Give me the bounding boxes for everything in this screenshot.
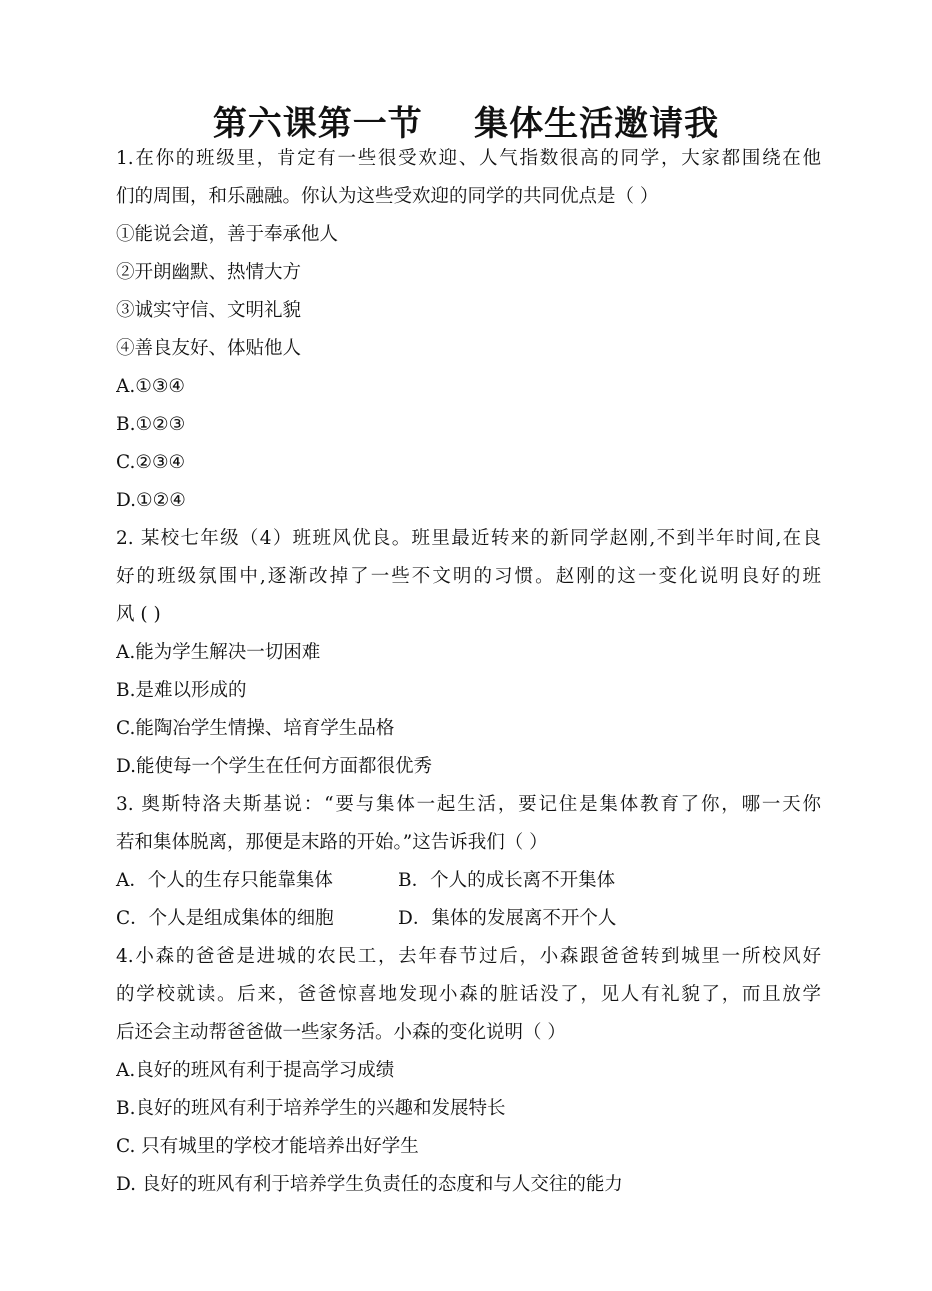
question-stem-line: 2. 某校七年级（4）班班风优良。班里最近转来的新同学赵刚,不到半年时间,在良 [116,528,821,549]
answer-option: A.能为学生解决一切困难 [116,642,321,663]
question-stem-line: 好的班级氛围中,逐渐改掉了一些不文明的习惯。赵刚的这一变化说明良好的班 [116,566,821,587]
question-stem-line: 后还会主动帮爸爸做一些家务活。小森的变化说明（ ） [116,1022,566,1043]
answer-option: B.①②③ [116,414,186,435]
answer-option: C.能陶冶学生情操、培育学生品格 [116,718,395,739]
answer-option: A．个人的生存只能靠集体 [116,870,333,891]
page-title: 第六课第一节 集体生活邀请我 [212,104,720,144]
question-list [116,140,821,1204]
question-stem-line: 风 ( ) [116,604,161,625]
statement-item: ④善良友好、体贴他人 [116,338,302,359]
question-stem-line: 的学校就读。后来，爸爸惊喜地发现小森的脏话没了，见人有礼貌了，而且放学 [116,984,821,1005]
answer-option: C．个人是组成集体的细胞 [116,908,334,929]
answer-option: A.良好的班风有利于提高学习成绩 [116,1060,395,1081]
answer-option: D．集体的发展离不开个人 [398,908,617,929]
answer-option: B.是难以形成的 [116,680,247,701]
question-stem-line: 4.小森的爸爸是进城的农民工，去年春节过后，小森跟爸爸转到城里一所校风好 [116,946,821,967]
answer-option: D. 良好的班风有利于培养学生负责任的态度和与人交往的能力 [116,1174,623,1195]
question-1 [116,140,821,520]
answer-options-row [116,900,821,938]
answer-options-row [116,862,821,900]
question-3 [116,786,821,938]
question-2 [116,520,821,786]
answer-option: B.良好的班风有利于培养学生的兴趣和发展特长 [116,1098,506,1119]
question-stem-line: 1.在你的班级里，肯定有一些很受欢迎、人气指数很高的同学，大家都围绕在他 [116,148,821,169]
statement-item: ③诚实守信、文明礼貌 [116,300,302,321]
answer-option: D.①②④ [116,490,186,511]
question-stem-line: 们的周围，和乐融融。你认为这些受欢迎的同学的共同优点是（ ） [116,186,659,207]
statement-item: ②开朗幽默、热情大方 [116,262,302,283]
statement-item: ①能说会道，善于奉承他人 [116,224,339,245]
answer-option: C. 只有城里的学校才能培养出好学生 [116,1136,419,1157]
answer-option: C.②③④ [116,452,186,473]
question-4 [116,938,821,1204]
question-stem-line: 若和集体脱离，那便是末路的开始。”这告诉我们（ ） [116,832,548,853]
answer-option: B．个人的成长离不开集体 [398,870,616,891]
answer-option: D.能使每一个学生在任何方面都很优秀 [116,756,433,777]
question-stem-line: 3. 奥斯特洛夫斯基说：“要与集体一起生活，要记住是集体教育了你，哪一天你 [116,794,821,815]
answer-option: A.①③④ [116,376,185,397]
